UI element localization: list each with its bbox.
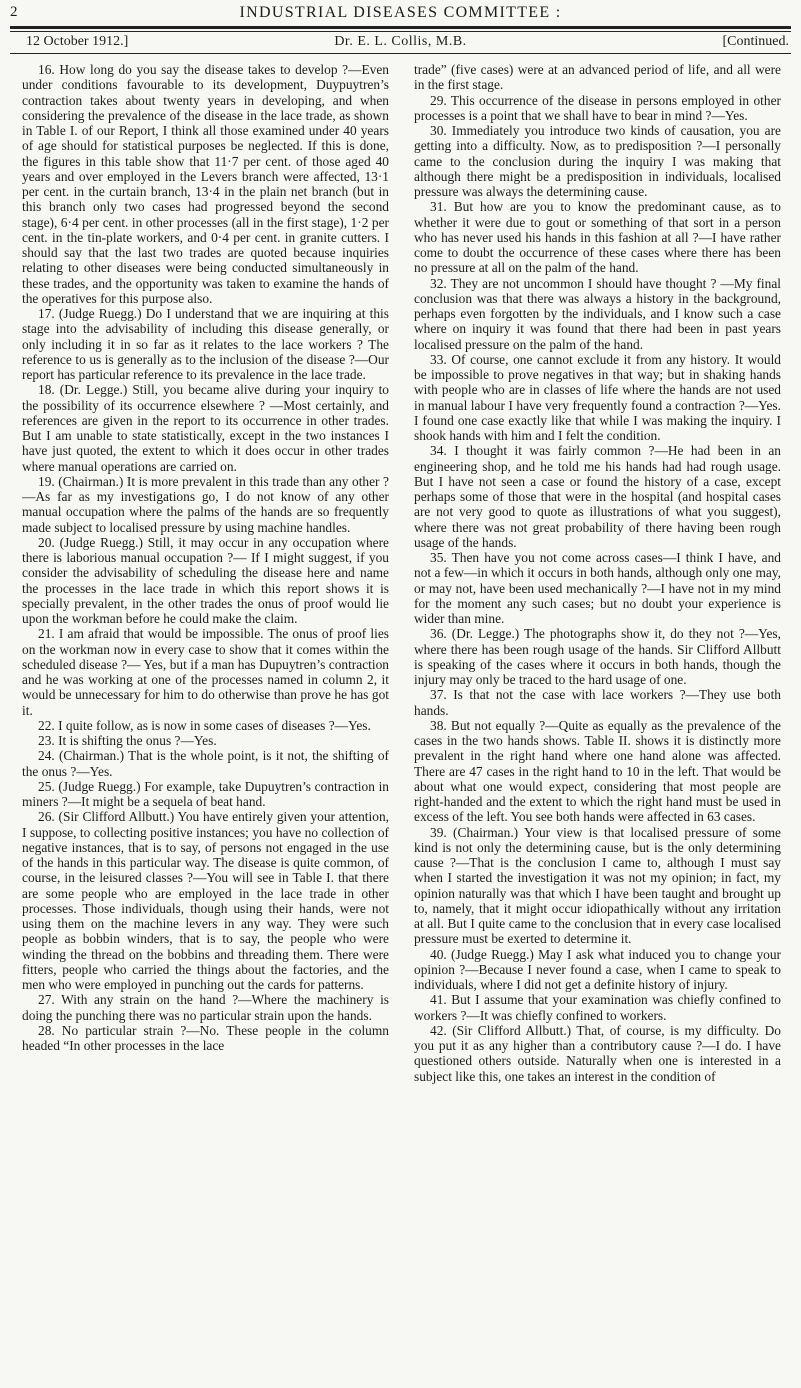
paragraph: 42. (Sir Clifford Allbutt.) That, of course, is my difficulty. Do you put it as any higher than a contributory cause ?—I do. I have questioned others outside. Naturally when one is interested in a subject like this, one takes an interest in the condition of xyxy=(414,1022,781,1084)
left-column xyxy=(22,62,389,1380)
continued-label: [Continued. xyxy=(722,34,789,49)
page-number: 2 xyxy=(10,4,18,20)
paragraph: 37. Is that not the case with lace workers ?—They use both hands. xyxy=(414,687,781,718)
paragraph: 39. (Chairman.) Your view is that localised pressure of some kind is not only the determining cause, but is the only determining cause ?—That is the conclusion I came to, although I must say when I started the investigation it was not my opinion; in fact, my opinion naturally was that which I have been taught and brought up to, namely, that it might occur idiopathically without any irritation at all. But I quite came to the conclusion that in every case localised pressure must be exerted to determine it. xyxy=(414,824,781,947)
paragraph: 28. No particular strain ?—No. These people in the column headed “In other processes in the lace xyxy=(22,1022,389,1053)
right-column xyxy=(414,62,781,1380)
paragraph: 17. (Judge Ruegg.) Do I understand that we are inquiring at this stage into the advisability of including this disease generally, or only including it in so far as it relates to the lace workers ? The reference to us is generally as to the inclusion of the disease ?—Our report has particular reference to its prevalence in the lace trade. xyxy=(22,306,389,382)
paragraph: 23. It is shifting the onus ?—Yes. xyxy=(38,733,217,748)
paragraph: 33. Of course, one cannot exclude it from any history. It would be impossible to prove negatives in that way; but in shaking hands with people who are in classes of life where the hands are not used in manual labour I have very frequently found a contraction ?—Yes. I found one case exactly like that while I was making the inquiry. I shook hands with him and I felt the condition. xyxy=(414,351,781,443)
session-date: 12 October 1912.] xyxy=(26,34,129,49)
witness-name: Dr. E. L. Collis, M.B. xyxy=(334,34,467,49)
paragraph: 26. (Sir Clifford Allbutt.) You have entirely given your attention, I suppose, to collecting positive instances; you have no collection of negative instances, that is to say, of persons not engaged in the use of the hands in this particular way. The disease is quite common, of course, in the leisured classes ?—You will see in Table I. that there are some people who are employed in the lace trade in other processes. Those individuals, though using their hands, were not using them on the machine levers in any way. They were such people as bobbin winders, that is to say, the people who were winding the thread on the bobbins and threading them. There were fitters, people who carried the things about the factories, and the men who were employed in punching out the cards for patterns. xyxy=(22,809,389,992)
paragraph: 35. Then have you not come across cases—I think I have, and not a few—in which it occurs in both hands, although only one may, or may not, have been used mechanically ?—I have not in my mind for the moment any such cases; but no doubt your experience is wider than mine. xyxy=(414,550,781,626)
paragraph: 18. (Dr. Legge.) Still, you became alive during your inquiry to the possibility of its occurrence elsewhere ? —Most certainly, and references are given in the report to its occurrence in other trades. But I am unable to state statistically, except in the two instances I have just quoted, the extent to which it does occur in other trades where manual operations are carried on. xyxy=(22,382,389,474)
header-rule-thick xyxy=(10,26,791,29)
paragraph: 21. I am afraid that would be impossible. The onus of proof lies on the workman now in every case to show that it comes within the scheduled disease ?— Yes, but if a man has Dupuytren’s contraction and he was working at one of the processes named in column 2, it would be unnecessary for him to do otherwise than prove he has got it. xyxy=(22,626,389,718)
header-rule-thin xyxy=(10,31,791,32)
paragraph: 22. I quite follow, as is now in some cases of diseases ?—Yes. xyxy=(38,717,371,733)
running-title: INDUSTRIAL DISEASES COMMITTEE : xyxy=(239,4,562,21)
paragraph: 20. (Judge Ruegg.) Still, it may occur in any occupation where there is laborious manual occupation ?— If I might suggest, if you consider the advisability of scheduling the disease here and name the processes in the lace trade in which this report shows it is specially prevalent, in the other trades the onus of proof would lie upon the workman before he could make the claim. xyxy=(22,534,389,626)
paragraph: 16. How long do you say the disease takes to develop ?—Even under conditions favourable to its development, Duypuytren’s contraction takes about twenty years in developing, and when considering the prevalence of the disease in the lace trade, as shown in Table I. of our Report, I think all those examined under 40 years of age should for statistical purposes be neglected. If this is done, the figures in this table show that 11·7 per cent. of those aged 40 years and over employed in the Levers branch were affected, 13·1 per cent. in the curtain branch, 13·4 in the plain net branch (but in this branch only two cases had progressed beyond the second stage), 6·4 per cent. in other processes (all in the first stage), 1·2 per cent. in the tin-plate workers, and 0·4 per cent. in granite cutters. I should say that the last two trades are quoted because inquiries relating to other diseases were being conducted simultaneously in these trades, and the opportunity was taken to examine the hands of the operatives for this purpose also. xyxy=(22,62,389,306)
paragraph: 36. (Dr. Legge.) The photographs show it, do they not ?—Yes, where there has been rough usage of the hands. Sir Clifford Allbutt is speaking of the cases where it occurs in both hands, though the injury may only be traced to the hard usage of one. xyxy=(414,626,781,687)
paragraph: 29. This occurrence of the disease in persons employed in other processes is a point that we shall have to bear in mind ?—Yes. xyxy=(414,92,781,123)
paragraph: 30. Immediately you introduce two kinds of causation, you are getting into a difficulty. Now, as to predisposition ?—I personally came to the conclusion during the inquiry I was making that although there might be a predisposition in individuals, localised pressure was always the determining cause. xyxy=(414,123,781,199)
paragraph: 19. (Chairman.) It is more prevalent in this trade than any other ?—As far as my investigations go, I do not know of any other manual occupation where the palms of the hands are so frequently made subject to localised pressure by using machine handles. xyxy=(22,473,389,535)
paragraph: 31. But how are you to know the predominant cause, as to whether it were due to gout or something of that sort in a person who has never used his hands in this fashion at all ?—I have rather come to doubt the occurrence of these cases where there has been no pressure at all on the palm of the hand. xyxy=(414,199,781,276)
paragraph: 24. (Chairman.) That is the whole point, is it not, the shifting of the onus ?—Yes. xyxy=(22,748,389,779)
paragraph: 38. But not equally ?—Quite as equally as the prevalence of the cases in the two hands shows. Table II. shows it is distinctly more prevalent in the right hand where one hand alone was affected. There are 47 cases in the right hand to 10 in the left. That would be about what one would expect, considering that most people are right-handed and the extent to which the right hand must be used in excess of the left. You see both hands were affected in 63 cases. xyxy=(414,717,781,825)
paragraph: 27. With any strain on the hand ?—Where the machinery is doing the punching there was no particular strain upon the hands. xyxy=(22,992,389,1023)
paragraph: 34. I thought it was fairly common ?—He had been in an engineering shop, and he told me his hands had had rough usage. But I have not seen a case or found the history of a case, except perhaps some of those that were in the hospital (and hospital cases are not very good to quote as illustrations of what you suggest), where there was not great probability of there having been rough usage of the hands. xyxy=(414,443,781,550)
paragraph: 25. (Judge Ruegg.) For example, take Dupuytren’s contraction in miners ?—It might be a sequela of beat hand. xyxy=(22,778,389,809)
paragraph: 41. But I assume that your examination was chiefly confined to workers ?—It was chiefly confined to workers. xyxy=(414,992,781,1023)
subheader-rule xyxy=(10,53,791,54)
paragraph: 40. (Judge Ruegg.) May I ask what induced you to change your opinion ?—Because I never found a case, when I came to speak to individuals, where I did not get a definite history of injury. xyxy=(414,946,781,992)
paragraph: 32. They are not uncommon I should have thought ? —My final conclusion was that there was always a history in the background, perhaps even forgotten by the individuals, and I know such a case where on inquiry it was found that there had been in past years localised pressure on the palm of the hand. xyxy=(414,275,781,352)
paragraph: trade” (five cases) were at an advanced period of life, and all were in the first stage. xyxy=(414,62,781,93)
